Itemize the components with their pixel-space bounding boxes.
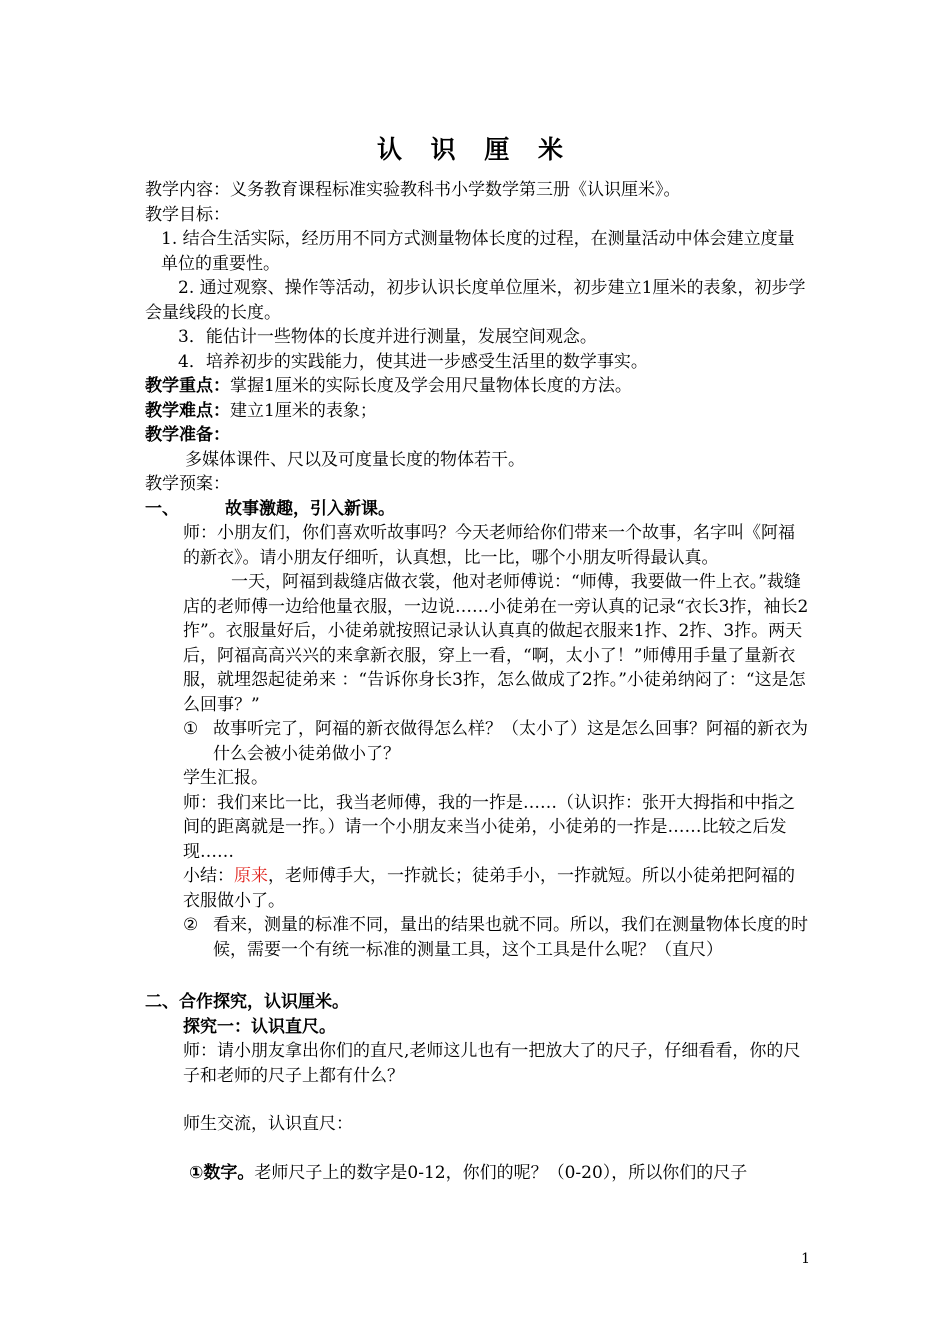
digit-text: 老师尺子上的数字是0-12，你们的呢？（0-20），所以你们的尺子 bbox=[254, 1162, 748, 1183]
preparation-text: 多媒体课件、尺以及可度量长度的物体若干。 bbox=[185, 449, 525, 470]
summary-highlight: 原来 bbox=[234, 866, 268, 886]
content-line: 教学内容：义务教育课程标准实验教科书小学数学第三册《认识厘米》。 bbox=[145, 180, 681, 200]
question-1-number: ① bbox=[183, 719, 199, 739]
teacher-intro: 师：小朋友们，你们喜欢听故事吗？今天老师给你们带来一个故事，名字叫《阿福的新衣》。请小朋友仔细听，认真想，比一比，哪个小朋友听得最认真。 bbox=[183, 523, 795, 568]
digit-item bbox=[145, 1161, 810, 1186]
key-point bbox=[145, 374, 810, 399]
summary-prefix: 小结： bbox=[183, 866, 234, 886]
difficulty bbox=[145, 399, 810, 424]
student-report: 学生汇报。 bbox=[183, 768, 268, 788]
story-paragraph: 一天，阿福到裁缝店做衣裳，他对老师傅说：“师傅，我要做一件上衣。”裁缝店的老师傅一边给他量衣服，一边说……小徒弟在一旁认真的记录“衣长3拃，袖长2拃”。衣服量好后，小徒弟就按照记录认认真真的做起衣服来1拃、2拃、3拃。两天后，阿福高高兴兴的来拿新衣服，穿上一看，“啊，太小了！”师傅用手量了量新衣服，就埋怨起徒弟来 ：“告诉你身长3拃，怎么做成了2拃。”小徒弟纳闷了：“这是怎么回事？” bbox=[183, 572, 809, 715]
document-title: 认 识 厘 米 bbox=[376, 135, 574, 164]
question-2-text: 看来，测量的标准不同，量出的结果也就不同。所以，我们在测量物体长度的时候，需要一个有统一标准的测量工具，这个工具是什么呢？（直尺） bbox=[213, 915, 808, 960]
preparation-label: 教学准备： bbox=[145, 425, 230, 445]
explore-1-heading: 探究一：认识直尺。 bbox=[183, 1016, 336, 1037]
objective-item: 3．能估计一些物体的长度并进行测量，发展空间观念。 bbox=[178, 327, 597, 347]
section-1-heading bbox=[145, 497, 810, 522]
objective-item: 4．培养初步的实践能力，使其进一步感受生活里的数学事实。 bbox=[178, 351, 648, 372]
section-1-number: 一、 bbox=[145, 498, 179, 519]
digit-label: 数字。 bbox=[203, 1162, 255, 1183]
document-body bbox=[145, 178, 810, 1185]
summary-text: ，老师傅手大，一拃就长；徒弟手小，一拃就短。所以小徒弟把阿福的衣服做小了。 bbox=[183, 866, 795, 911]
question-2-number: ② bbox=[183, 915, 199, 935]
key-point-text: 掌握1厘米的实际长度及学会用尺量物体长度的方法。 bbox=[230, 376, 632, 396]
objective-item: 1. 结合生活实际，经历用不同方式测量物体长度的过程，在测量活动中体会建立度量单位的重要性。 bbox=[161, 229, 795, 274]
difficulty-text: 建立1厘米的表象； bbox=[230, 400, 377, 421]
page-number: 1 bbox=[801, 1251, 810, 1267]
teacher-compare: 师：我们来比一比，我当老师傅，我的一拃是……（认识拃：张开大拇指和中指之间的距离就是一拃。）请一个小朋友来当小徒弟，小徒弟的一拃是……比较之后发现…… bbox=[183, 792, 795, 862]
digit-number: ① bbox=[189, 1162, 204, 1183]
summary bbox=[145, 864, 810, 913]
exchange-line: 师生交流，认识直尺： bbox=[183, 1114, 353, 1134]
section-2-title: 二、合作探究，认识厘米。 bbox=[145, 992, 349, 1012]
section-1-title: 故事激趣，引入新课。 bbox=[225, 498, 395, 519]
key-point-label: 教学重点： bbox=[145, 376, 230, 396]
difficulty-label: 教学难点： bbox=[145, 400, 230, 421]
question-1-text: 故事听完了，阿福的新衣做得怎么样？（太小了）这是怎么回事？阿福的新衣为什么会被小徒弟做小了？ bbox=[213, 719, 808, 764]
plan-heading: 教学预案： bbox=[145, 474, 230, 494]
objective-item: 2. 通过观察、操作等活动，初步认识长度单位厘米，初步建立1厘米的表象，初步学会量线段的长度。 bbox=[145, 278, 806, 323]
objectives-heading: 教学目标： bbox=[145, 204, 230, 225]
question-1 bbox=[145, 717, 810, 766]
question-2 bbox=[145, 913, 810, 962]
teacher-ruler: 师：请小朋友拿出你们的直尺,老师这儿也有一把放大了的尺子，仔细看看，你的尺子和老师的尺子上都有什么？ bbox=[183, 1041, 801, 1086]
